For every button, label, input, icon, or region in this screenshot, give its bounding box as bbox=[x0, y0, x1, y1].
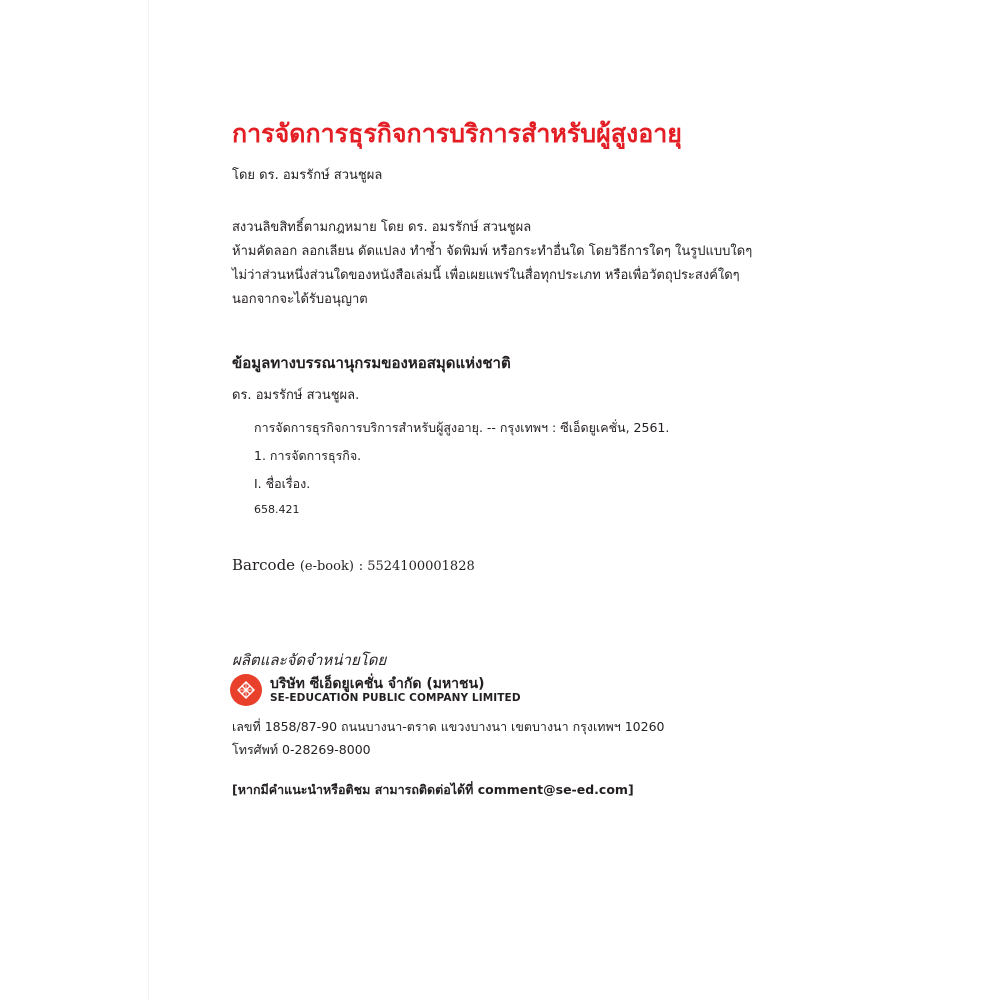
book-title: การจัดการธุรกิจการบริการสำหรับผู้สูงอายุ bbox=[232, 119, 682, 148]
copyright-line: ห้ามคัดลอก ลอกเลียน ดัดแปลง ทำซ้ำ จัดพิมพ์ หรือกระทำอื่นใด โดยวิธีการใดๆ ในรูปแบบใดๆ bbox=[232, 244, 753, 259]
cip-heading: ข้อมูลทางบรรณานุกรมของหอสมุดแห่งชาติ bbox=[232, 354, 511, 372]
cip-subject: 1. การจัดการธุรกิจ. bbox=[254, 448, 362, 463]
barcode-type: (e-book) bbox=[299, 559, 354, 574]
copyright-line: ไม่ว่าส่วนหนึ่งส่วนใดของหนังสือเล่มนี้ เพื่อเผยแพร่ในสื่อทุกประเภท หรือเพื่อวัตถุประสงค์ใดๆ bbox=[232, 268, 740, 283]
logo-lattice-icon bbox=[236, 680, 256, 700]
publisher-address: เลขที่ 1858/87-90 ถนนบางนา-ตราด แขวงบางนา เขตบางนา กรุงเทพฯ 10260 bbox=[232, 719, 665, 734]
copyright-notice bbox=[232, 216, 752, 312]
copyright-line: สงวนลิขสิทธิ์ตามกฎหมาย โดย ดร. อมรรักษ์ สวนชูผล bbox=[232, 220, 532, 235]
cip-title-added: I. ชื่อเรื่อง. bbox=[254, 476, 311, 491]
publisher-contact: [หากมีคำแนะนำหรือติชม สามารถติดต่อได้ที่ comment@se-ed.com] bbox=[232, 782, 634, 797]
barcode-label: Barcode bbox=[232, 556, 296, 574]
page-edge-divider bbox=[148, 0, 149, 1000]
copyright-line: นอกจากจะได้รับอนุญาต bbox=[232, 292, 368, 307]
publisher-phone: โทรศัพท์ 0-28269-8000 bbox=[232, 742, 371, 757]
cip-author: ดร. อมรรักษ์ สวนชูผล. bbox=[232, 388, 360, 403]
se-ed-logo-icon bbox=[230, 674, 262, 706]
publisher-name-thai: บริษัท ซีเอ็ดยูเคชั่น จำกัด (มหาชน) bbox=[270, 676, 485, 692]
barcode-line bbox=[232, 556, 475, 574]
producer-label: ผลิตและจัดจำหน่ายโดย bbox=[232, 651, 387, 669]
book-author: โดย ดร. อมรรักษ์ สวนชูผล bbox=[232, 168, 383, 183]
cip-classification: 658.421 bbox=[254, 503, 300, 516]
barcode-value: : 5524100001828 bbox=[358, 559, 475, 574]
cip-title-entry: การจัดการธุรกิจการบริการสำหรับผู้สูงอายุ. -- กรุงเทพฯ : ซีเอ็ดยูเคชั่น, 2561. bbox=[254, 420, 670, 435]
publisher-name-english: SE-EDUCATION PUBLIC COMPANY LIMITED bbox=[270, 692, 521, 704]
